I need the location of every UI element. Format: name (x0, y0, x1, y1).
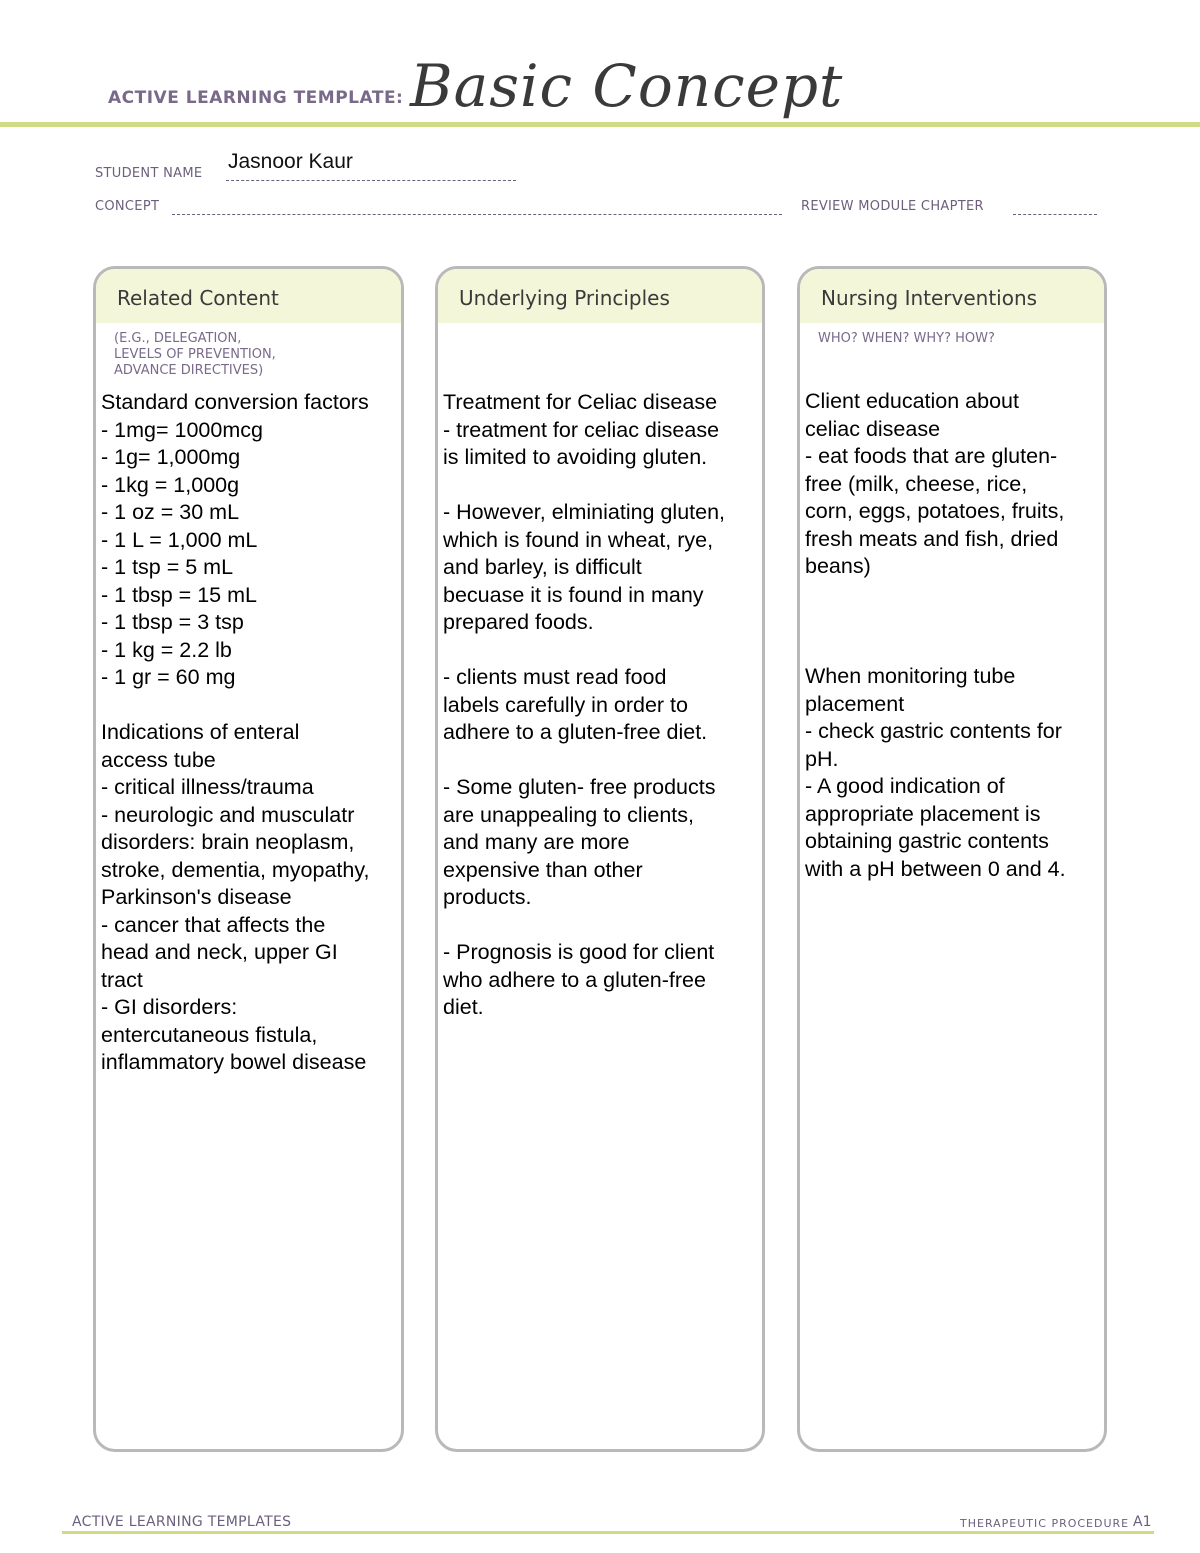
concept-field[interactable] (172, 214, 782, 215)
underlying-principles-body[interactable]: Treatment for Celiac disease - treatment for celiac disease is limited to avoiding gluten. - However, elminiating gluten, which is found in wheat, rye, and barley, is difficult becuase it is found in many prepared foods. - clients must read food labels carefully in order to adhere to a gluten-free diet. - Some gluten- free products are unappealing to clients, and many are more expensive than other products. - Prognosis is good for client who adhere to a gluten-free diet. (443, 390, 726, 1019)
footer-templates-label: ACTIVE LEARNING TEMPLATES (72, 1514, 292, 1530)
related-content-title: Related Content (96, 269, 401, 323)
student-name-label: STUDENT NAME (95, 166, 203, 181)
student-name-line (226, 180, 516, 181)
footer-divider (62, 1531, 1154, 1534)
related-content-subtitle: (E.G., DELEGATION, LEVELS OF PREVENTION, ADVANCE DIRECTIVES) (114, 331, 276, 378)
underlying-principles-title: Underlying Principles (438, 269, 762, 323)
page-title: Basic Concept (410, 52, 844, 120)
underlying-principles-panel (435, 266, 765, 1452)
footer-page-code: A1 (1133, 1514, 1152, 1530)
review-module-chapter-label: REVIEW MODULE CHAPTER (801, 199, 984, 214)
template-label: ACTIVE LEARNING TEMPLATE: (108, 88, 404, 108)
footer-section-label: THERAPEUTIC PROCEDURE (960, 1517, 1130, 1530)
review-module-chapter-field[interactable] (1013, 214, 1097, 215)
nursing-interventions-subtitle: WHO? WHEN? WHY? HOW? (818, 331, 995, 346)
related-content-body[interactable]: Standard conversion factors - 1mg= 1000mcg - 1g= 1,000mg - 1kg = 1,000g - 1 oz = 30 mL - 1 L = 1,000 mL - 1 tsp = 5 mL - 1 tbsp = 15 mL - 1 tbsp = 3 tsp - 1 kg = 2.2 lb - 1 gr = 60 mg Indications of enteral access tube - critical illness/trauma - neurologic and musculatr disorders: brain neoplasm, stroke, dementia, myopathy, Parkinson's disease - cancer that affects the head and neck, upper GI tract - GI disorders: entercutaneous fistula, inflammatory bowel disease (101, 390, 370, 1074)
concept-label: CONCEPT (95, 199, 160, 214)
nursing-interventions-title: Nursing Interventions (800, 269, 1104, 323)
related-content-panel (93, 266, 404, 1452)
header-divider (0, 122, 1200, 127)
nursing-interventions-body[interactable]: Client education about celiac disease - eat foods that are gluten- free (milk, cheese, rice, corn, eggs, potatoes, fruits, fresh meats and fish, dried beans) When monitoring tube placement - check gastric contents for pH. - A good indication of appropriate placement is obtaining gastric contents with a pH between 0 and 4. (805, 389, 1066, 881)
nursing-interventions-panel (797, 266, 1107, 1452)
student-name-value[interactable]: Jasnoor Kaur (228, 150, 353, 173)
